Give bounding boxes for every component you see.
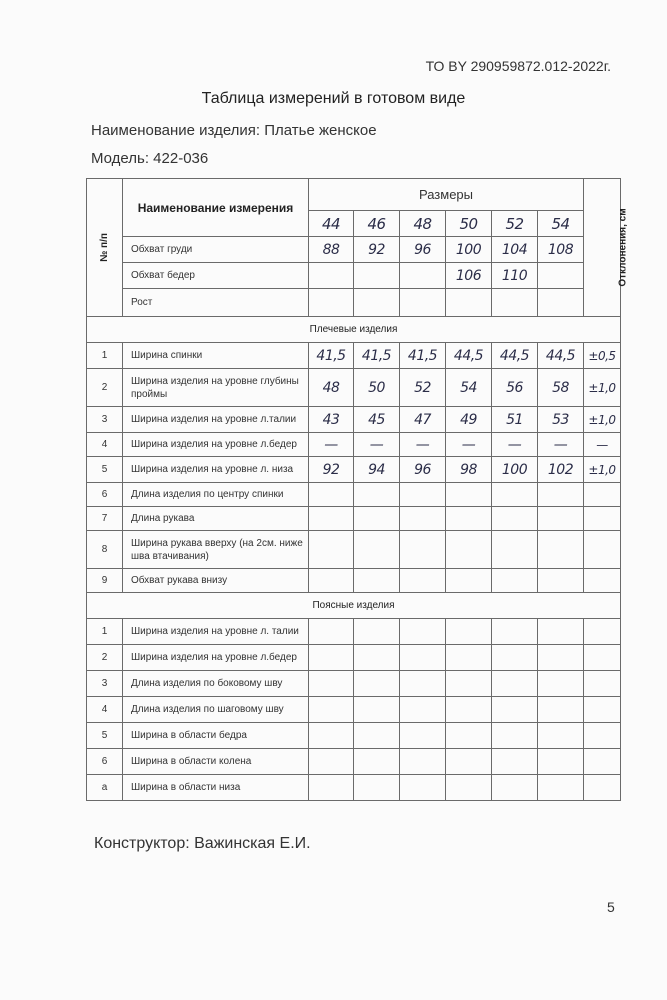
row-number: 6 — [87, 483, 123, 507]
empty-cell — [400, 697, 446, 723]
measure-value — [309, 569, 354, 593]
measure-value — [446, 531, 492, 569]
empty-cell — [354, 619, 400, 645]
empty-cell — [309, 749, 354, 775]
measure-value: 49 — [446, 407, 492, 433]
row-number: 2 — [87, 369, 123, 407]
measure-name: Ширина изделия на уровне л.талии — [123, 407, 309, 433]
empty-cell — [446, 749, 492, 775]
measurement-table — [86, 178, 629, 801]
row-number: а — [87, 775, 123, 801]
empty-cell — [492, 775, 538, 801]
measure-value — [492, 531, 538, 569]
empty-cell — [584, 619, 621, 645]
measure-value: 100 — [492, 457, 538, 483]
row-number: 4 — [87, 433, 123, 457]
deviation-value: ±1,0 — [584, 457, 621, 483]
measure-name: Ширина изделия на уровне глубины проймы — [123, 369, 309, 407]
measure-value: 52 — [400, 369, 446, 407]
empty-cell — [538, 775, 584, 801]
empty-cell — [492, 671, 538, 697]
deviation-value: — — [584, 433, 621, 457]
empty-cell — [400, 775, 446, 801]
col-name-header: Наименование измерения — [123, 179, 309, 237]
measure-value: 106 — [446, 263, 492, 289]
measure-value — [446, 507, 492, 531]
measure-value — [354, 483, 400, 507]
row-number: 7 — [87, 507, 123, 531]
empty-cell — [538, 645, 584, 671]
empty-cell — [400, 645, 446, 671]
row-number: 3 — [87, 671, 123, 697]
measure-value — [538, 289, 584, 317]
empty-cell — [492, 619, 538, 645]
deviation-value: ±1,0 — [584, 369, 621, 407]
empty-cell — [538, 749, 584, 775]
table-row — [87, 749, 621, 775]
measure-value: 48 — [309, 369, 354, 407]
measure-value: 54 — [446, 369, 492, 407]
measure-value — [400, 507, 446, 531]
row-number: 1 — [87, 619, 123, 645]
measure-value: 47 — [400, 407, 446, 433]
measure-value: 88 — [309, 237, 354, 263]
empty-cell — [584, 775, 621, 801]
measure-value — [492, 289, 538, 317]
measure-value: 92 — [354, 237, 400, 263]
empty-cell — [400, 749, 446, 775]
measure-value: 56 — [492, 369, 538, 407]
measure-value — [309, 507, 354, 531]
measure-value — [354, 289, 400, 317]
measure-value — [446, 483, 492, 507]
empty-cell — [400, 619, 446, 645]
measure-value: 110 — [492, 263, 538, 289]
document-title: Таблица измерений в готовом виде — [201, 90, 466, 107]
empty-cell — [446, 645, 492, 671]
measure-value: — — [446, 433, 492, 457]
empty-cell — [538, 723, 584, 749]
measure-value — [492, 483, 538, 507]
empty-cell — [446, 671, 492, 697]
measure-value — [446, 569, 492, 593]
empty-cell — [492, 749, 538, 775]
col-sizes-header: Размеры — [309, 179, 584, 211]
table-row — [87, 369, 621, 407]
deviation-value — [584, 483, 621, 507]
measure-name: Ширина изделия на уровне л.бедер — [123, 433, 309, 457]
measure-value — [400, 483, 446, 507]
measure-name: Обхват груди — [123, 237, 309, 263]
measure-value: — — [492, 433, 538, 457]
measure-name: Ширина в области бедра — [123, 723, 309, 749]
empty-cell — [584, 645, 621, 671]
empty-cell — [309, 645, 354, 671]
measure-value: — — [538, 433, 584, 457]
row-number: 1 — [87, 343, 123, 369]
empty-cell — [446, 697, 492, 723]
section-title: Поясные изделия — [87, 593, 621, 619]
measure-value — [538, 569, 584, 593]
row-number: 6 — [87, 749, 123, 775]
table-row — [87, 671, 621, 697]
table-row — [87, 407, 621, 433]
measure-name: Длина изделия по боковому шву — [123, 671, 309, 697]
empty-cell — [492, 723, 538, 749]
empty-cell — [309, 619, 354, 645]
measure-value: — — [354, 433, 400, 457]
empty-cell — [309, 775, 354, 801]
table-row — [87, 457, 621, 483]
measure-value — [400, 531, 446, 569]
size-value: 48 — [400, 211, 446, 237]
size-value: 52 — [492, 211, 538, 237]
table-row — [87, 645, 621, 671]
size-value: 54 — [538, 211, 584, 237]
measure-value — [309, 289, 354, 317]
row-number: 9 — [87, 569, 123, 593]
measure-value: 98 — [446, 457, 492, 483]
measure-value: 45 — [354, 407, 400, 433]
measure-value — [354, 569, 400, 593]
empty-cell — [400, 671, 446, 697]
measure-value — [309, 263, 354, 289]
table-row — [87, 237, 621, 263]
measure-value: 94 — [354, 457, 400, 483]
row-number: 5 — [87, 723, 123, 749]
size-value: 44 — [309, 211, 354, 237]
empty-cell — [492, 697, 538, 723]
measure-value — [492, 507, 538, 531]
measure-value: 44,5 — [492, 343, 538, 369]
measure-value: 92 — [309, 457, 354, 483]
empty-cell — [400, 723, 446, 749]
empty-cell — [309, 671, 354, 697]
section-shoulder-items — [87, 317, 621, 343]
measure-name: Обхват бедер — [123, 263, 309, 289]
measure-value — [400, 569, 446, 593]
col-deviation-header: Отклонения, см — [584, 179, 621, 317]
size-value: 46 — [354, 211, 400, 237]
table-row — [87, 263, 621, 289]
empty-cell — [354, 723, 400, 749]
measure-value: 102 — [538, 457, 584, 483]
empty-cell — [538, 671, 584, 697]
table-row — [87, 697, 621, 723]
product-name: Наименование изделия: Платье женское — [91, 122, 377, 139]
measure-name: Ширина изделия на уровне л. талии — [123, 619, 309, 645]
measure-value — [400, 289, 446, 317]
empty-cell — [584, 749, 621, 775]
empty-cell — [354, 645, 400, 671]
size-value: 50 — [446, 211, 492, 237]
section-waist-items — [87, 593, 621, 619]
measure-value: 44,5 — [538, 343, 584, 369]
row-number: 2 — [87, 645, 123, 671]
deviation-value: ±1,0 — [584, 407, 621, 433]
measure-value — [309, 483, 354, 507]
model-number: Модель: 422-036 — [91, 150, 209, 167]
measure-value: 58 — [538, 369, 584, 407]
measure-name: Длина изделия по центру спинки — [123, 483, 309, 507]
measure-value — [538, 531, 584, 569]
measure-value — [354, 531, 400, 569]
deviation-value — [584, 531, 621, 569]
measure-value — [538, 507, 584, 531]
table-row — [87, 507, 621, 531]
measure-value: 43 — [309, 407, 354, 433]
row-number: 8 — [87, 531, 123, 569]
row-number: 5 — [87, 457, 123, 483]
measure-value: 96 — [400, 457, 446, 483]
empty-cell — [446, 619, 492, 645]
measure-name: Рост — [123, 289, 309, 317]
measure-value: — — [400, 433, 446, 457]
col-num-header: № п/п — [87, 179, 123, 317]
empty-cell — [446, 723, 492, 749]
measure-value: 100 — [446, 237, 492, 263]
measure-value — [400, 263, 446, 289]
measure-value: 108 — [538, 237, 584, 263]
empty-cell — [309, 697, 354, 723]
measure-name: Длина изделия по шаговому шву — [123, 697, 309, 723]
table-row — [87, 619, 621, 645]
measure-value: — — [309, 433, 354, 457]
empty-cell — [354, 775, 400, 801]
measure-value: 50 — [354, 369, 400, 407]
deviation-value — [584, 569, 621, 593]
row-number: 3 — [87, 407, 123, 433]
measure-value — [538, 263, 584, 289]
empty-cell — [446, 775, 492, 801]
measure-value — [309, 531, 354, 569]
empty-cell — [538, 619, 584, 645]
measure-value: 96 — [400, 237, 446, 263]
measure-name: Обхват рукава внизу — [123, 569, 309, 593]
table-row — [87, 289, 621, 317]
table-row — [87, 569, 621, 593]
table-row — [87, 433, 621, 457]
document-code: ТО BY 290959872.012-2022г. — [425, 58, 611, 74]
row-number: 4 — [87, 697, 123, 723]
empty-cell — [354, 749, 400, 775]
page-number: 5 — [607, 899, 615, 915]
measure-value — [538, 483, 584, 507]
measure-value: 41,5 — [400, 343, 446, 369]
deviation-value: ±0,5 — [584, 343, 621, 369]
table-row — [87, 483, 621, 507]
measure-value — [492, 569, 538, 593]
table-row — [87, 531, 621, 569]
empty-cell — [584, 671, 621, 697]
measure-name: Ширина в области низа — [123, 775, 309, 801]
measure-value: 51 — [492, 407, 538, 433]
measure-name: Ширина изделия на уровне л. низа — [123, 457, 309, 483]
measure-name: Длина рукава — [123, 507, 309, 531]
constructor-signature-line: Конструктор: Важинская Е.И. — [94, 835, 311, 852]
empty-cell — [538, 697, 584, 723]
empty-cell — [354, 671, 400, 697]
measure-value: 41,5 — [309, 343, 354, 369]
empty-cell — [584, 697, 621, 723]
section-title: Плечевые изделия — [87, 317, 621, 343]
empty-cell — [492, 645, 538, 671]
measure-value — [446, 289, 492, 317]
measure-value: 53 — [538, 407, 584, 433]
table-row — [87, 343, 621, 369]
deviation-value — [584, 507, 621, 531]
empty-cell — [354, 697, 400, 723]
measure-name: Ширина рукава вверху (на 2см. ниже шва втачивания) — [123, 531, 309, 569]
table-row — [87, 775, 621, 801]
measure-value — [354, 263, 400, 289]
measure-value: 41,5 — [354, 343, 400, 369]
measure-value: 44,5 — [446, 343, 492, 369]
measure-name: Ширина изделия на уровне л.бедер — [123, 645, 309, 671]
measure-name: Ширина в области колена — [123, 749, 309, 775]
empty-cell — [584, 723, 621, 749]
measure-name: Ширина спинки — [123, 343, 309, 369]
empty-cell — [309, 723, 354, 749]
measure-value — [354, 507, 400, 531]
measure-value: 104 — [492, 237, 538, 263]
table-row — [87, 723, 621, 749]
